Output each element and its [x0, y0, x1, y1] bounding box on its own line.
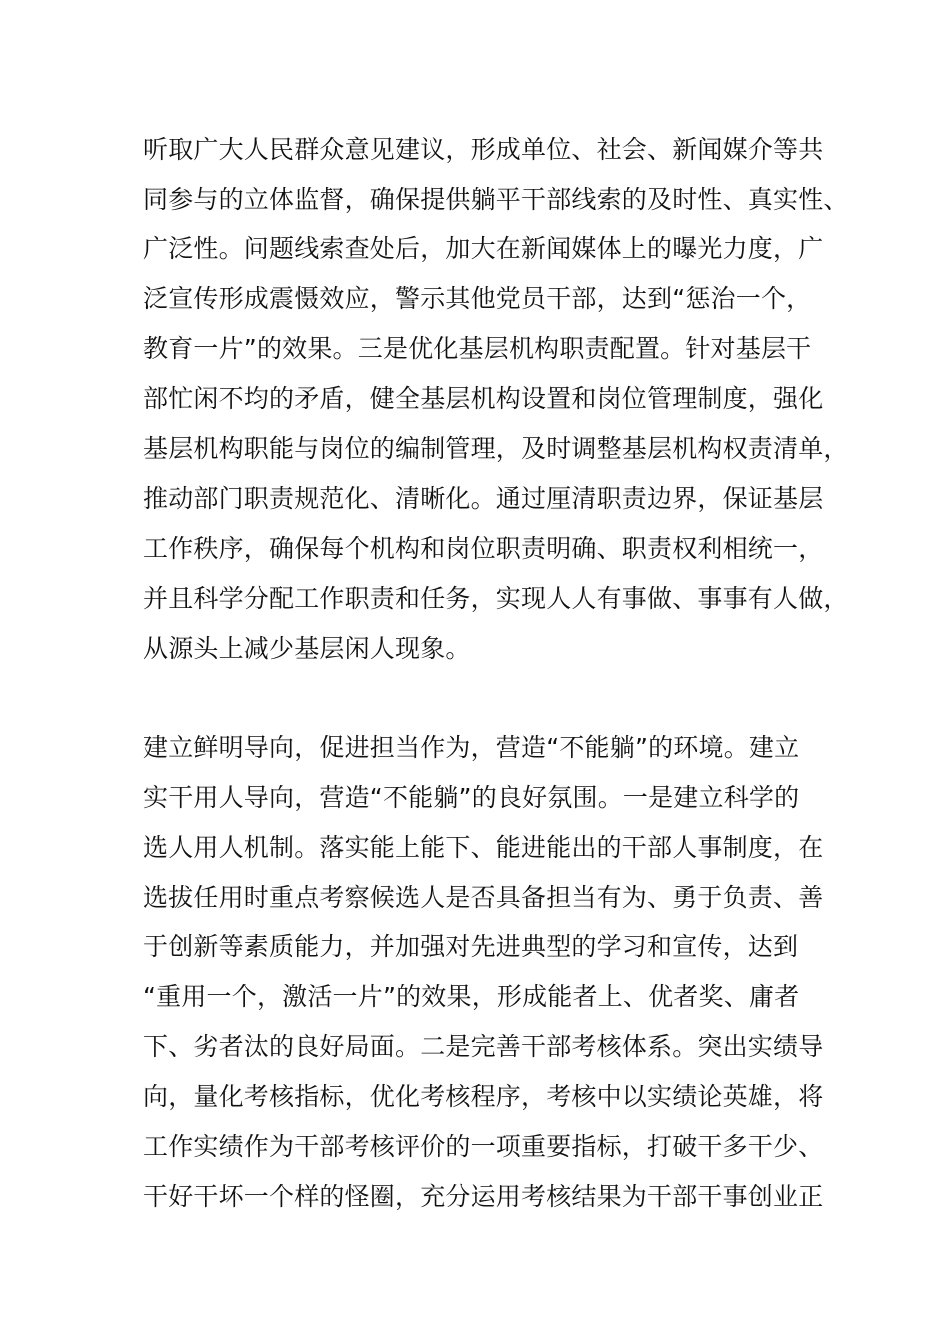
- text-line: 教育一片”的效果。三是优化基层机构职责配置。针对基层干: [143, 334, 812, 363]
- text-line: 泛宣传形成震慑效应，警示其他党员干部，达到“惩治一个，: [143, 284, 812, 313]
- text-line: 并且科学分配工作职责和任务，实现人人有事做、事事有人做，: [143, 584, 849, 613]
- text-line: 选拔任用时重点考察候选人是否具备担当有为、勇于负责、善: [143, 883, 824, 912]
- text-line: 工作实绩作为干部考核评价的一项重要指标，打破干多干少、: [143, 1132, 824, 1161]
- text-line: 广泛性。问题线索查处后，加大在新闻媒体上的曝光力度，广: [143, 234, 824, 263]
- text-line: “重用一个，激活一片”的效果，形成能者上、优者奖、庸者: [143, 982, 800, 1011]
- text-line: 建立鲜明导向，促进担当作为，营造“不能躺”的环境。建立: [143, 733, 800, 762]
- text-line: 于创新等素质能力，并加强对先进典型的学习和宣传，达到: [143, 932, 799, 961]
- text-line: 听取广大人民群众意见建议，形成单位、社会、新闻媒介等共: [143, 135, 824, 164]
- text-line: 下、劣者汰的良好局面。二是完善干部考核体系。突出实绩导: [143, 1032, 824, 1061]
- text-line: 同参与的立体监督，确保提供躺平干部线索的及时性、真实性、: [143, 185, 849, 214]
- text-line: 基层机构职能与岗位的编制管理，及时调整基层机构权责清单，: [143, 434, 849, 463]
- text-line: 实干用人导向，营造“不能躺”的良好氛围。一是建立科学的: [143, 783, 800, 812]
- text-line: 向，量化考核指标，优化考核程序，考核中以实绩论英雄，将: [143, 1082, 824, 1111]
- text-line: 从源头上减少基层闲人现象。: [143, 634, 471, 663]
- text-line: 推动部门职责规范化、清晰化。通过厘清职责边界，保证基层: [143, 484, 824, 513]
- text-line: 选人用人机制。落实能上能下、能进能出的干部人事制度，在: [143, 833, 824, 862]
- text-line: 工作秩序，确保每个机构和岗位职责明确、职责权利相统一，: [143, 534, 824, 563]
- text-line: 部忙闲不均的矛盾，健全基层机构设置和岗位管理制度，强化: [143, 384, 824, 413]
- text-line: 干好干坏一个样的怪圈，充分运用考核结果为干部干事创业正: [143, 1182, 824, 1211]
